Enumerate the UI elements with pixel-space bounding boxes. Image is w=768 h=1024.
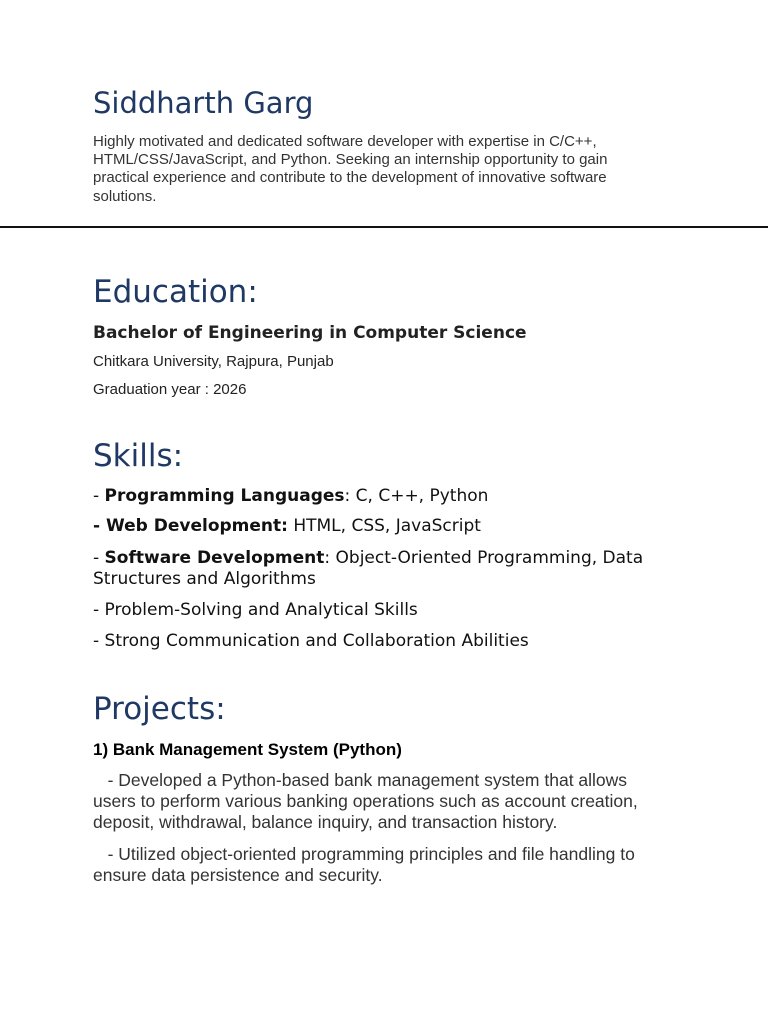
institution: Chitkara University, Rajpura, Punjab: [93, 353, 334, 370]
skill-detail: - Strong Communication and Collaboration Abilities: [93, 631, 529, 651]
skill-label: Software Development: [104, 548, 325, 568]
skill-item: [93, 600, 653, 621]
skill-detail: HTML, CSS, JavaScript: [287, 516, 481, 536]
skill-item: [93, 548, 653, 590]
projects-heading: Projects:: [93, 691, 226, 727]
skill-prefix: -: [93, 548, 105, 568]
education-heading: Education:: [93, 274, 258, 310]
project-title: 1) Bank Management System (Python): [93, 740, 402, 759]
project-bullet: - Utilized object-oriented programming principles and file handling to ensure data persistence and security.: [93, 844, 640, 885]
project-bullet: - Developed a Python-based bank management system that allows users to perform various banking operations such as account creation, deposit, withdrawal, balance inquiry, and transaction history.: [93, 770, 643, 832]
candidate-name: Siddharth Garg: [93, 86, 314, 120]
skill-detail: : C, C++, Python: [344, 486, 489, 506]
skill-prefix: -: [93, 486, 105, 506]
header-divider: [0, 226, 768, 228]
skill-detail: - Problem-Solving and Analytical Skills: [93, 600, 418, 620]
skill-item: [93, 516, 653, 537]
skill-item: [93, 486, 653, 507]
skills-heading: Skills:: [93, 438, 184, 474]
profile-summary: Highly motivated and dedicated software developer with expertise in C/C++, HTML/CSS/JavaScript, and Python. Seeking an internship opportunity to gain practical experience and contribute to the development of innovative software solutions.: [93, 133, 608, 205]
skill-detail: : Object-Oriented Programming, Data Structures and Algorithms: [93, 548, 644, 589]
skill-label: Programming Languages: [104, 486, 345, 506]
skill-item: [93, 631, 653, 652]
degree-title: Bachelor of Engineering in Computer Science: [93, 323, 527, 343]
graduation-year: Graduation year : 2026: [93, 381, 247, 398]
skill-label: - Web Development:: [93, 516, 288, 536]
